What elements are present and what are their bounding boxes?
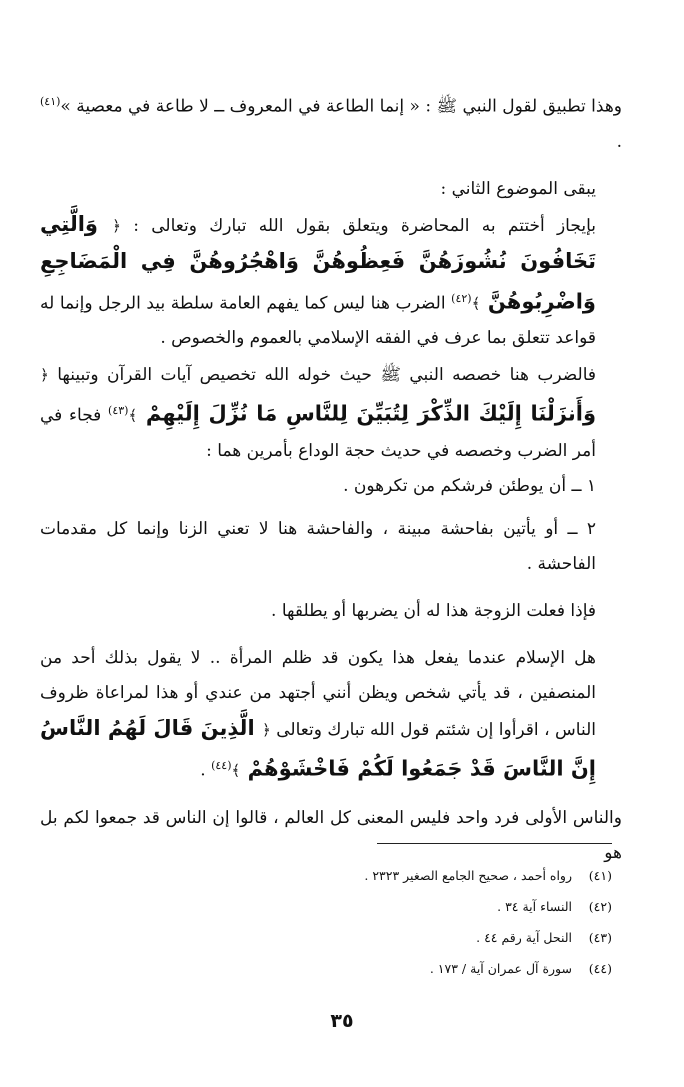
ornate-bracket-open: ﴿ — [262, 720, 271, 739]
paragraph-text: هل الإسلام عندما يفعل هذا يكون قد ظلم المرأة .. لا يقول بذلك أحد من المنصفين ، قد يأتي شخص ويظن أنني أجتهد من عندي أو هذا لمراعاة ظروف الناس ، اقرأوا إن شئتم قول الله تبارك وتعالى — [40, 647, 596, 740]
footnote-text: رواه أحمد ، صحيح الجامع الصغير ٢٣٢٣ . — [364, 868, 572, 883]
paragraph-text: وهذا تطبيق لقول النبي ﷺ : « إنما الطاعة في المعروف ــ لا طاعة في معصية » — [60, 96, 622, 117]
footnote-text: النحل آية رقم ٤٤ . — [476, 930, 572, 945]
ornate-bracket-open: ﴿ — [40, 366, 49, 385]
footnotes-section — [312, 860, 612, 984]
footnote-item — [312, 891, 612, 922]
footnote-item — [312, 953, 612, 984]
footnote-ref-44[interactable]: (٤٤) — [211, 758, 232, 772]
paragraph-text: بإيجاز أختتم به المحاضرة ويتعلق بقول الله تبارك وتعالى : — [120, 215, 596, 236]
paragraph-text: فجاء في أمر الضرب وخصصه في حديث حجة الوداع بأمرين هما : — [40, 405, 596, 461]
footnote-number: (٤٣) — [588, 930, 612, 945]
quran-verse: وَالَّتِي تَخَافُونَ نُشُوزَهُنَّ فَعِظُوهُنَّ وَاهْجُرُوهُنَّ فِي الْمَضَاجِعِ وَاضْرِبُوهُنَّ — [40, 211, 596, 314]
paragraph-verse-nahl — [40, 356, 622, 469]
quran-verse: وَأَنزَلْنَا إِلَيْكَ الذِّكْرَ لِتُبَيِّنَ لِلنَّاسِ مَا نُزِّلَ إِلَيْهِمْ — [137, 401, 596, 426]
paragraph-hadith — [40, 84, 622, 160]
footnote-number: (٤٢) — [588, 899, 612, 914]
footnote-item — [312, 922, 612, 953]
section-heading: يبقى الموضوع الثاني : — [440, 178, 596, 199]
footnote-number: (٤١) — [588, 868, 612, 883]
footnote-number: (٤٤) — [588, 961, 612, 976]
list-item: ٢ ــ أو يأتين بفاحشة مبينة ، والفاحشة هنا لا تعني الزنا وإنما كل مقدمات الفاحشة . — [40, 518, 596, 574]
quran-verse: الَّذِينَ قَالَ لَهُمُ النَّاسُ إِنَّ النَّاسَ قَدْ جَمَعُوا لَكُمْ فَاخْشَوْهُمْ — [40, 715, 596, 781]
paragraph-verse-imran — [40, 641, 622, 789]
ornate-bracket-open: ﴿ — [112, 216, 121, 235]
footnote-divider — [377, 843, 612, 844]
ornate-bracket-close: ﴾ — [128, 406, 138, 425]
ornate-bracket-close: ﴾ — [471, 294, 481, 313]
footnote-item — [312, 860, 612, 891]
footnote-text: النساء آية ٣٤ . — [497, 899, 572, 914]
paragraph-continuation: والناس الأولى فرد واحد فليس المعنى كل العالم ، قالوا إن الناس قد جمعوا لكم بل هو — [40, 807, 622, 863]
footnote-ref-41[interactable]: (٤١) — [40, 95, 61, 108]
paragraph-conclusion: فإذا فعلت الزوجة هذا له أن يضربها أو يطلقها . — [271, 600, 596, 621]
list-item: ١ ــ أن يوطئن فرشكم من تكرهون . — [343, 475, 596, 496]
footnote-ref-43[interactable]: (٤٣) — [108, 404, 129, 418]
page-number: ٣٥ — [330, 1010, 354, 1032]
paragraph-text: الضرب هنا ليس كما يفهم العامة سلطة بيد الرجل وإنما له قواعد تتعلق بما عرف في الفقه الإسلامي بالعموم والخصوص . — [40, 293, 596, 349]
paragraph-text: فالضرب هنا خصصه النبي ﷺ حيث خوله الله تخصيص آيات القرآن وتبينها — [48, 365, 596, 386]
footnote-text: سورة آل عمران آية / ١٧٣ . — [429, 961, 572, 976]
page-body — [40, 84, 622, 871]
ornate-bracket-close: ﴾ — [231, 761, 241, 780]
paragraph-text: . — [200, 760, 212, 781]
paragraph-text: . — [616, 131, 622, 152]
footnote-ref-42[interactable]: (٤٢) — [451, 291, 472, 305]
paragraph-verse-nisa — [40, 207, 622, 357]
